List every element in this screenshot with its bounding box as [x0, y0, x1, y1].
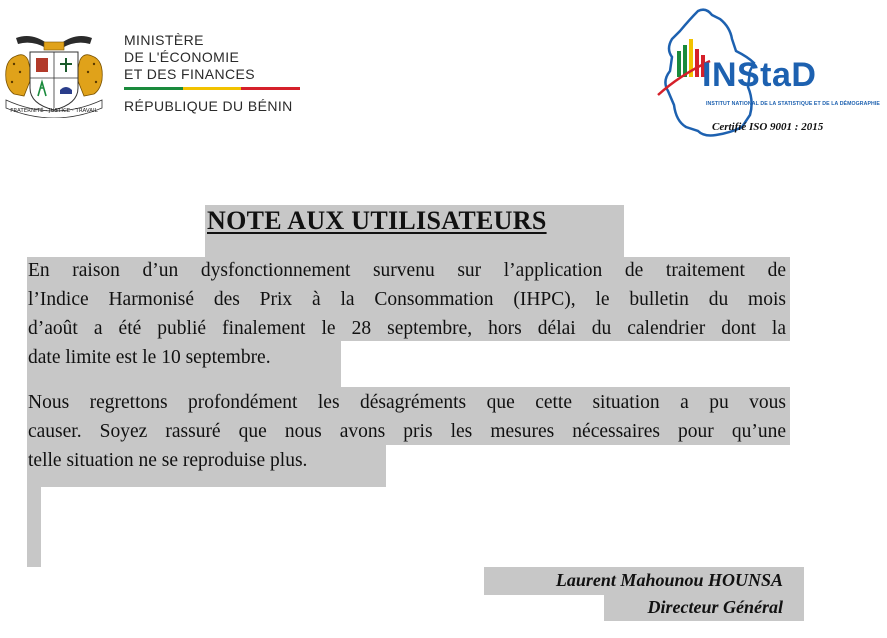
signatory-name: Laurent Mahounou HOUNSA	[555, 570, 783, 590]
paragraph2-line-3: telle situation ne se reproduise plus.	[28, 450, 308, 471]
paragraph1-line-2: l’Indice Harmonisé des Prix à la Consommation (IHPC), le bulletin du mois	[28, 289, 786, 310]
benin-coat-of-arms-logo	[2, 30, 106, 118]
ministry-line-1: MINISTÈRE	[124, 32, 204, 48]
paragraph1-line-3: d’août a été publié finalement le 28 septembre, hors délai du calendrier dont la	[28, 318, 786, 339]
country-name: RÉPUBLIQUE DU BÉNIN	[124, 98, 293, 114]
paragraph2-line-2: causer. Soyez rassuré que nous avons pris les mesures nécessaires pour qu’une	[28, 421, 786, 442]
paragraph1-line-4: date limite est le 10 septembre.	[28, 347, 271, 368]
empty-line-highlight	[27, 487, 41, 567]
coat-motto: FRATERNITÉ · JUSTICE · TRAVAIL	[10, 108, 98, 114]
flag-color-bar	[124, 87, 300, 90]
ministry-line-3: ET DES FINANCES	[124, 66, 255, 82]
instad-wordmark: INStaD	[702, 56, 817, 94]
signatory-role: Directeur Général	[647, 597, 783, 617]
paragraph2-line-1: Nous regrettons profondément les désagréments que cette situation a pu vous	[28, 392, 786, 413]
instad-full-name: INSTITUT NATIONAL DE LA STATISTIQUE ET DE LA DÉMOGRAPHIE	[706, 101, 880, 107]
note-title: NOTE AUX UTILISATEURS	[207, 206, 547, 235]
iso-certification: Certifié ISO 9001 : 2015	[712, 121, 824, 133]
paragraph1-line-1: En raison d’un dysfonctionnement survenu sur l’application de traitement de	[28, 260, 786, 281]
ministry-line-2: DE L'ÉCONOMIE	[124, 49, 240, 65]
